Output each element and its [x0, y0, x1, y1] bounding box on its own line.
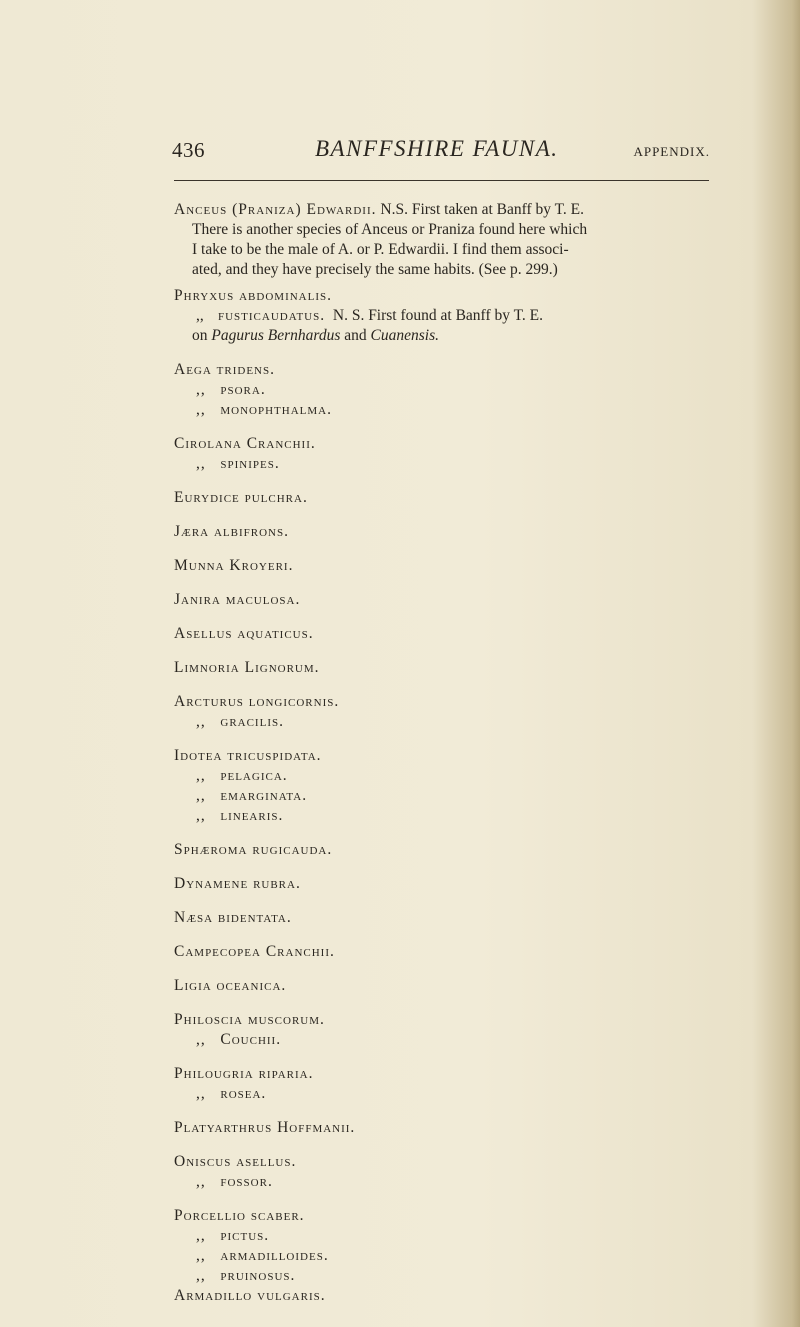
entry-naesa: Næsa bidentata. [174, 909, 292, 926]
entry-philougria-sub: ,, rosea. [196, 1085, 267, 1102]
entry-phryxus: Phryxus abdominalis. [174, 287, 332, 304]
entry-limnoria: Limnoria Lignorum. [174, 659, 320, 676]
entry-idotea: Idotea tricuspidata. [174, 747, 322, 764]
entry-oniscus: Oniscus asellus. [174, 1153, 297, 1170]
entry-philoscia: Philoscia muscorum. [174, 1011, 325, 1028]
header-rule [174, 180, 709, 181]
entry-campecopea: Campecopea Cranchii. [174, 943, 335, 960]
ditto-mark: ,, [196, 307, 204, 324]
entry-sphaeroma: Sphæroma rugicauda. [174, 841, 333, 858]
page-header [172, 138, 712, 168]
entry-porcellio-sub: ,, pruinosus. [196, 1267, 296, 1284]
host-species: Cuanensis. [370, 327, 440, 344]
entry-aega: Aega tridens. [174, 361, 275, 378]
entry-eurydice: Eurydice pulchra. [174, 489, 308, 506]
entry-oniscus-sub: ,, fossor. [196, 1173, 273, 1190]
entry-note: N.S. First taken at Banff by T. E. [380, 201, 585, 218]
entry-aega-sub: ,, monophthalma. [196, 401, 332, 418]
entry-ligia: Ligia oceanica. [174, 977, 287, 994]
entry-phryxus-sub [0, 306, 800, 346]
entry-janira: Janira maculosa. [174, 591, 301, 608]
entry-anceus [0, 200, 800, 280]
entry-note: ated, and they have precisely the same habits. (See p. 299.) [192, 261, 558, 278]
host-species: Pagurus Bernhardus [211, 327, 341, 344]
entry-idotea-sub: ,, pelagica. [196, 767, 288, 784]
entry-platyarthrus: Platyarthrus Hoffmanii. [174, 1119, 356, 1136]
entry-porcellio-sub: ,, armadilloides. [196, 1247, 329, 1264]
section-label: APPENDIX. [633, 144, 710, 159]
entry-idotea-sub: ,, emarginata. [196, 787, 308, 804]
entry-arcturus-sub: ,, gracilis. [196, 713, 284, 730]
entry-note: N. S. First found at Banff by T. E. [332, 307, 543, 324]
entry-porcellio: Porcellio scaber. [174, 1207, 305, 1224]
entry-note: There is another species of Anceus or Praniza found here which [192, 221, 588, 238]
entry-philoscia-sub: ,, Couchii. [196, 1031, 282, 1048]
entry-arcturus: Arcturus longicornis. [174, 693, 340, 710]
entry-note: I take to be the male of A. or P. Edwardii. I find them associ- [192, 241, 569, 258]
running-title: BANFFSHIRE FAUNA. [315, 136, 559, 161]
entry-porcellio-sub: ,, pictus. [196, 1227, 270, 1244]
entry-note: on [192, 327, 208, 344]
entry-dynamene: Dynamene rubra. [174, 875, 301, 892]
species-name: Anceus (Praniza) Edwardii. [174, 201, 377, 218]
species-list [0, 200, 800, 1306]
entry-philougria: Philougria riparia. [174, 1065, 314, 1082]
entry-jaera: Jæra albifrons. [174, 523, 289, 540]
species-name: fusticaudatus. [218, 307, 326, 324]
entry-idotea-sub: ,, linearis. [196, 807, 284, 824]
entry-cirolana-sub: ,, spinipes. [196, 455, 280, 472]
entry-note: and [344, 327, 367, 344]
entry-cirolana: Cirolana Cranchii. [174, 435, 316, 452]
entry-munna: Munna Kroyeri. [174, 557, 294, 574]
entry-aega-sub: ,, psora. [196, 381, 266, 398]
entry-armadillo: Armadillo vulgaris. [174, 1287, 326, 1304]
entry-asellus: Asellus aquaticus. [174, 625, 314, 642]
page-number: 436 [172, 138, 205, 162]
